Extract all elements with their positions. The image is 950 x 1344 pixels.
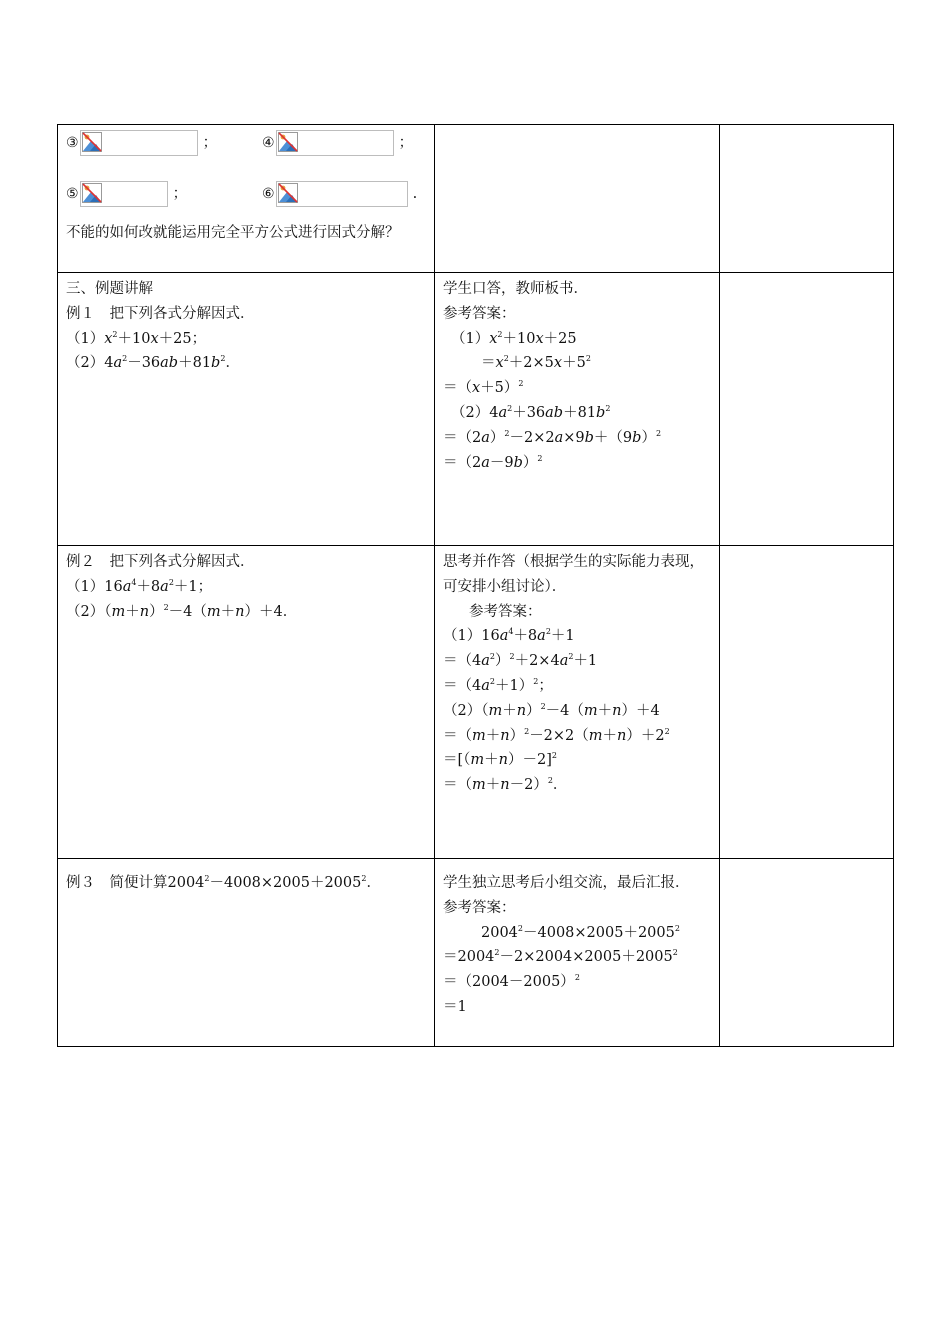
example-title: 例３ 简便计算$2004^2-4008\times 2005+2005^2$． — [66, 874, 381, 891]
image-placeholder — [80, 181, 168, 207]
separator: . — [412, 185, 418, 202]
cell-answer — [435, 859, 720, 1047]
cell-content — [58, 859, 435, 1047]
table-row — [58, 546, 894, 859]
problem-line: $(2)4a^2-36ab+81b^2$． — [66, 354, 240, 372]
section-heading: 三、例题讲解 — [66, 281, 153, 297]
cell-answer — [435, 273, 720, 546]
figure-item — [66, 130, 262, 156]
example-title: 例１ 把下列各式分解因式． — [66, 305, 255, 322]
answer-line: $(2)4a^2+36ab+81b^2$ — [451, 403, 611, 421]
lesson-table — [57, 124, 894, 1047]
table-row — [58, 273, 894, 546]
answer-line: $(2)(m+n)^2-4(m+n)+4$ — [443, 701, 660, 719]
item-number: ③ — [66, 134, 79, 151]
item-number: ⑥ — [262, 185, 275, 202]
answer-line: $=(2a-9b)^2$ — [443, 453, 543, 471]
answer-label: 参考答案： — [469, 603, 542, 620]
answer-line: $=(x+5)^2$ — [443, 379, 524, 397]
cell-answer — [435, 546, 720, 859]
answer-line: $=(4a^2)^2+2\times 4a^2+1$ — [443, 652, 598, 670]
cell-content — [58, 546, 435, 859]
answer-line: $=(4a^2+1)^2$； — [443, 676, 553, 694]
answer-intro: 思考并作答（根据学生的实际能力表现，可安排小组讨论）． — [443, 554, 704, 595]
question-text: 不能的如何改就能运用完全平方公式进行因式分解？ — [66, 225, 400, 241]
cell-notes — [720, 125, 894, 273]
problem-line: $(1)x^2+10x+25$； — [66, 329, 207, 347]
answer-label: 参考答案： — [443, 305, 516, 322]
problem-line: $(1)16a^4+8a^2+1$； — [66, 577, 213, 595]
image-placeholder — [276, 130, 394, 156]
broken-image-icon — [278, 132, 298, 152]
figure-item — [262, 181, 417, 207]
broken-image-icon — [278, 183, 298, 203]
figure-item — [262, 130, 413, 156]
cell-answer — [435, 125, 720, 273]
answer-line: $=(2004-2005)^2$ — [443, 973, 580, 991]
cell-notes — [720, 546, 894, 859]
answer-intro: 学生独立思考后小组交流，最后汇报． — [443, 875, 690, 891]
item-number: ⑤ — [66, 185, 79, 202]
cell-content — [58, 125, 435, 273]
separator: ； — [172, 185, 188, 202]
answer-line: $=2004^2-2\times 2004\times 2005+2005^2$ — [443, 948, 678, 966]
image-placeholder — [80, 130, 198, 156]
separator: ； — [398, 134, 414, 151]
answer-line: $=(2a)^2-2\times 2a\times 9b+(9b)^2$ — [443, 428, 662, 446]
answer-line: $2004^2-4008\times 2005+2005^2$ — [481, 923, 680, 941]
example-title: 例２ 把下列各式分解因式． — [66, 554, 255, 570]
table-row — [58, 859, 894, 1047]
cell-content — [58, 273, 435, 546]
cell-notes — [720, 859, 894, 1047]
broken-image-icon — [82, 132, 102, 152]
image-placeholder — [276, 181, 408, 207]
answer-intro: 学生口答，教师板书． — [443, 281, 588, 297]
answer-line: $=(m+n)^2-2\times 2(m+n)+2^2$ — [443, 726, 670, 744]
broken-image-icon — [82, 183, 102, 203]
answer-line: $=[(m+n)-2]^2$ — [443, 751, 557, 769]
figure-item — [66, 181, 262, 207]
answer-line: ＝1 — [443, 998, 467, 1015]
answer-line: $=x^2+2\times 5x+5^2$ — [481, 354, 591, 372]
answer-label: 参考答案： — [443, 899, 516, 916]
table-row — [58, 125, 894, 273]
answer-line: $(1)x^2+10x+25$ — [451, 329, 577, 347]
problem-line: $(2)(m+n)^2-4(m+n)+4$． — [66, 602, 298, 620]
separator: ； — [202, 134, 218, 151]
item-number: ④ — [262, 134, 275, 151]
answer-line: $(1)16a^4+8a^2+1$ — [443, 627, 575, 645]
answer-line: $=(m+n-2)^2$． — [443, 776, 568, 794]
cell-notes — [720, 273, 894, 546]
